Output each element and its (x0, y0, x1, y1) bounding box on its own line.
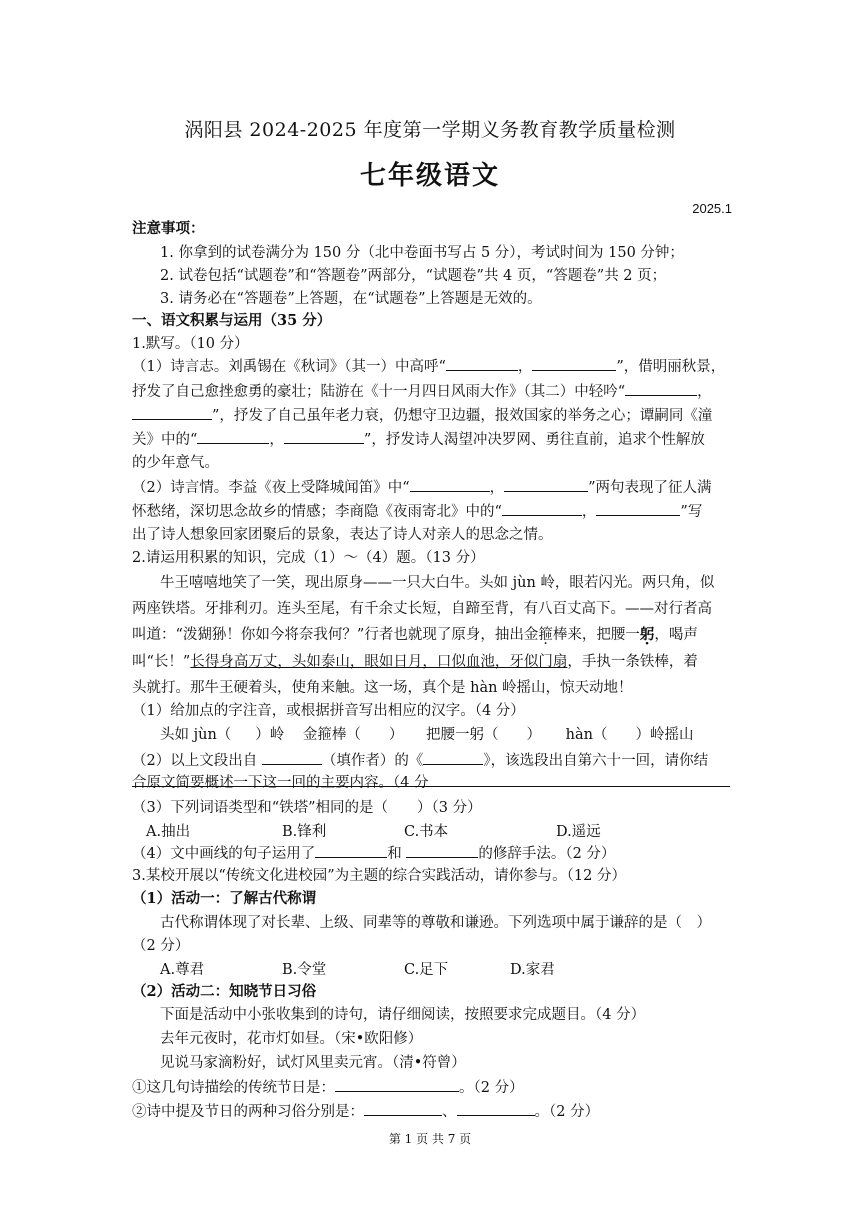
sub-question: ①这几句诗描绘的传统节日是： 。（2 分） (132, 1076, 732, 1099)
option[interactable]: C.书本 (404, 824, 449, 840)
answer-blank[interactable] (532, 355, 616, 371)
option[interactable]: B.锋利 (282, 824, 327, 840)
q1-line: 出了诗人想象回家团聚后的景象，表达了诗人对亲人的思念之情。 (132, 527, 553, 543)
option[interactable]: D.遥远 (556, 824, 601, 840)
answer-line[interactable] (132, 786, 730, 787)
q1-line: 的少年意气。 (132, 455, 219, 471)
sub-question: （2）以上文段出自 （填作者）的《 》，该选段出自第六十一回，请你结 (132, 749, 732, 772)
answer-blank[interactable] (625, 380, 697, 396)
answer-blank[interactable] (335, 1076, 459, 1092)
activity-heading: （1）活动一：了解古代称谓 (132, 890, 317, 907)
exam-title: 涡阳县 2024-2025 年度第一学期义务教育教学质量检测 (184, 119, 676, 141)
q1-line: 抒发了自己愈挫愈勇的豪壮；陆游在《十一月四日风雨大作》（其二）中轻吟“ ， (132, 380, 732, 403)
passage-line: 两座铁塔。牙排利刃。连头至尾，有千余丈长短，自蹄至背，有八百丈高下。——对行者高 (132, 601, 712, 617)
poem-line: 见说马家滴粉好，试灯风里卖元宵。（清•符曾） (160, 1055, 466, 1071)
answer-blank[interactable] (315, 842, 387, 858)
option[interactable]: A.尊君 (160, 962, 205, 978)
notice-item: 3. 请务必在“答题卷”上答题，在“试题卷”上答题是无效的。 (160, 291, 542, 307)
answer-blank[interactable] (446, 355, 518, 371)
q1-line: （1）诗言志。刘禹锡在《秋词》（其一）中高呼“ ， ”，借明丽秋景， (132, 355, 732, 378)
sub-question: （1）给加点的字注音，或根据拼音写出相应的汉字。（4 分） (132, 703, 525, 719)
notice-item: 2. 试卷包括“试题卷”和“答题卷”两部分，“试题卷”共 4 页，“答题卷”共 2 页； (160, 268, 667, 284)
answer-blank[interactable] (410, 476, 490, 492)
answer-blank[interactable] (423, 749, 483, 765)
sub-question: ②诗中提及节日的两种习俗分别是： 、 。（2 分） (132, 1100, 732, 1123)
section-heading: 一、语文积累与运用（35 分） (132, 312, 332, 329)
question-title: 1.默写。（10 分） (132, 336, 249, 352)
notice-item: 1. 你拿到的试卷满分为 150 分（北中卷面书写占 5 分），考试时间为 150 分钟； (160, 245, 684, 261)
sub-question: （4）文中画线的句子运用了 和 的修辞手法。（2 分） (132, 842, 732, 865)
sub1-items: 头如 jùn（ ）岭 金箍棒（ ） 把腰一躬（ ） hàn（ ）岭摇山 (160, 727, 694, 743)
option[interactable]: D.家君 (510, 962, 555, 978)
question-title: 2.请运用积累的知识，完成（1）～（4）题。（13 分） (132, 550, 485, 566)
passage-line: 叫“长！”长得身高万丈，头如泰山，眼如日月，口似血池，牙似门扇，手执一条铁棒，着 (132, 654, 698, 670)
answer-blank[interactable] (596, 500, 680, 516)
answer-blank[interactable] (364, 1100, 442, 1116)
passage-line: 头就打。那牛王硬着头，使角来触。这一场，真个是 hàn 岭摇山，惊天动地！ (132, 680, 633, 696)
q1-line: （2）诗言情。李益《夜上受降城闻笛》中“ ， ”两句表现了征人满 (132, 476, 732, 499)
passage-line: 牛王嘻嘻地笑了一笑，现出原身——一只大白牛。头如 jùn 岭，眼若闪光。两只角，似 (160, 575, 715, 591)
passage-line: 叫道：“泼猢狲！你如今将奈我何？”行者也就现了原身，抽出金箍棒来，把腰一躬，喝声 (132, 626, 698, 643)
subject-title: 七年级语文 (359, 161, 500, 191)
poem-line: 去年元夜时，花市灯如昼。（宋•欧阳修） (160, 1031, 423, 1047)
option[interactable]: C.足下 (404, 962, 449, 978)
answer-blank[interactable] (504, 476, 588, 492)
activity-text: 古代称谓体现了对长辈、上级、同辈等的尊敬和谦逊。下列选项中属于谦辞的是（ ） (160, 915, 711, 931)
answer-blank[interactable] (197, 428, 269, 444)
answer-blank[interactable] (406, 842, 478, 858)
q1-line: 怀愁绪，深切思念故乡的情感；李商隐《夜雨寄北》中的“ ， ”写 (132, 500, 732, 523)
answer-blank[interactable] (502, 500, 582, 516)
underlined-sentence: 长得身高万丈，头如泰山，眼如日月，口似血池，牙似门扇 (190, 654, 568, 670)
question-title: 3.某校开展以“传统文化进校园”为主题的综合实践活动，请你参与。（12 分） (132, 868, 626, 884)
answer-blank[interactable] (132, 404, 212, 420)
answer-blank[interactable] (262, 749, 322, 765)
q1-line: 关》中的“ ， ”，抒发诗人渴望冲决罗网、勇往直前，追求个性解放 (132, 428, 732, 451)
sub-question: 合原文简要概述一下这一回的主要内容。（4 分 (132, 775, 429, 791)
answer-blank[interactable] (457, 1100, 535, 1116)
activity-text: 下面是活动中小张收集到的诗句，请仔细阅读，按照要求完成题目。（4 分） (160, 1007, 646, 1023)
option[interactable]: B.令堂 (282, 962, 327, 978)
q1-line: ”，抒发了自己虽年老力衰，仍想守卫边疆，报效国家的举务之心；谭嗣同《潼 (132, 404, 732, 427)
notice-heading: 注意事项： (132, 220, 205, 237)
activity-score: （2 分） (132, 938, 190, 954)
sub-question: （3）下列词语类型和“铁塔”相同的是（ ）（3 分） (132, 800, 482, 816)
page-footer: 第 1 页 共 7 页 (388, 1132, 472, 1146)
exam-date: 2025.1 (692, 201, 732, 216)
answer-blank[interactable] (284, 428, 364, 444)
activity-heading: （2）活动二：知晓节日习俗 (132, 983, 317, 1000)
dotted-char: 箍 (538, 627, 553, 643)
dotted-char: 躬 (639, 626, 655, 643)
option[interactable]: A.抽出 (146, 824, 191, 840)
